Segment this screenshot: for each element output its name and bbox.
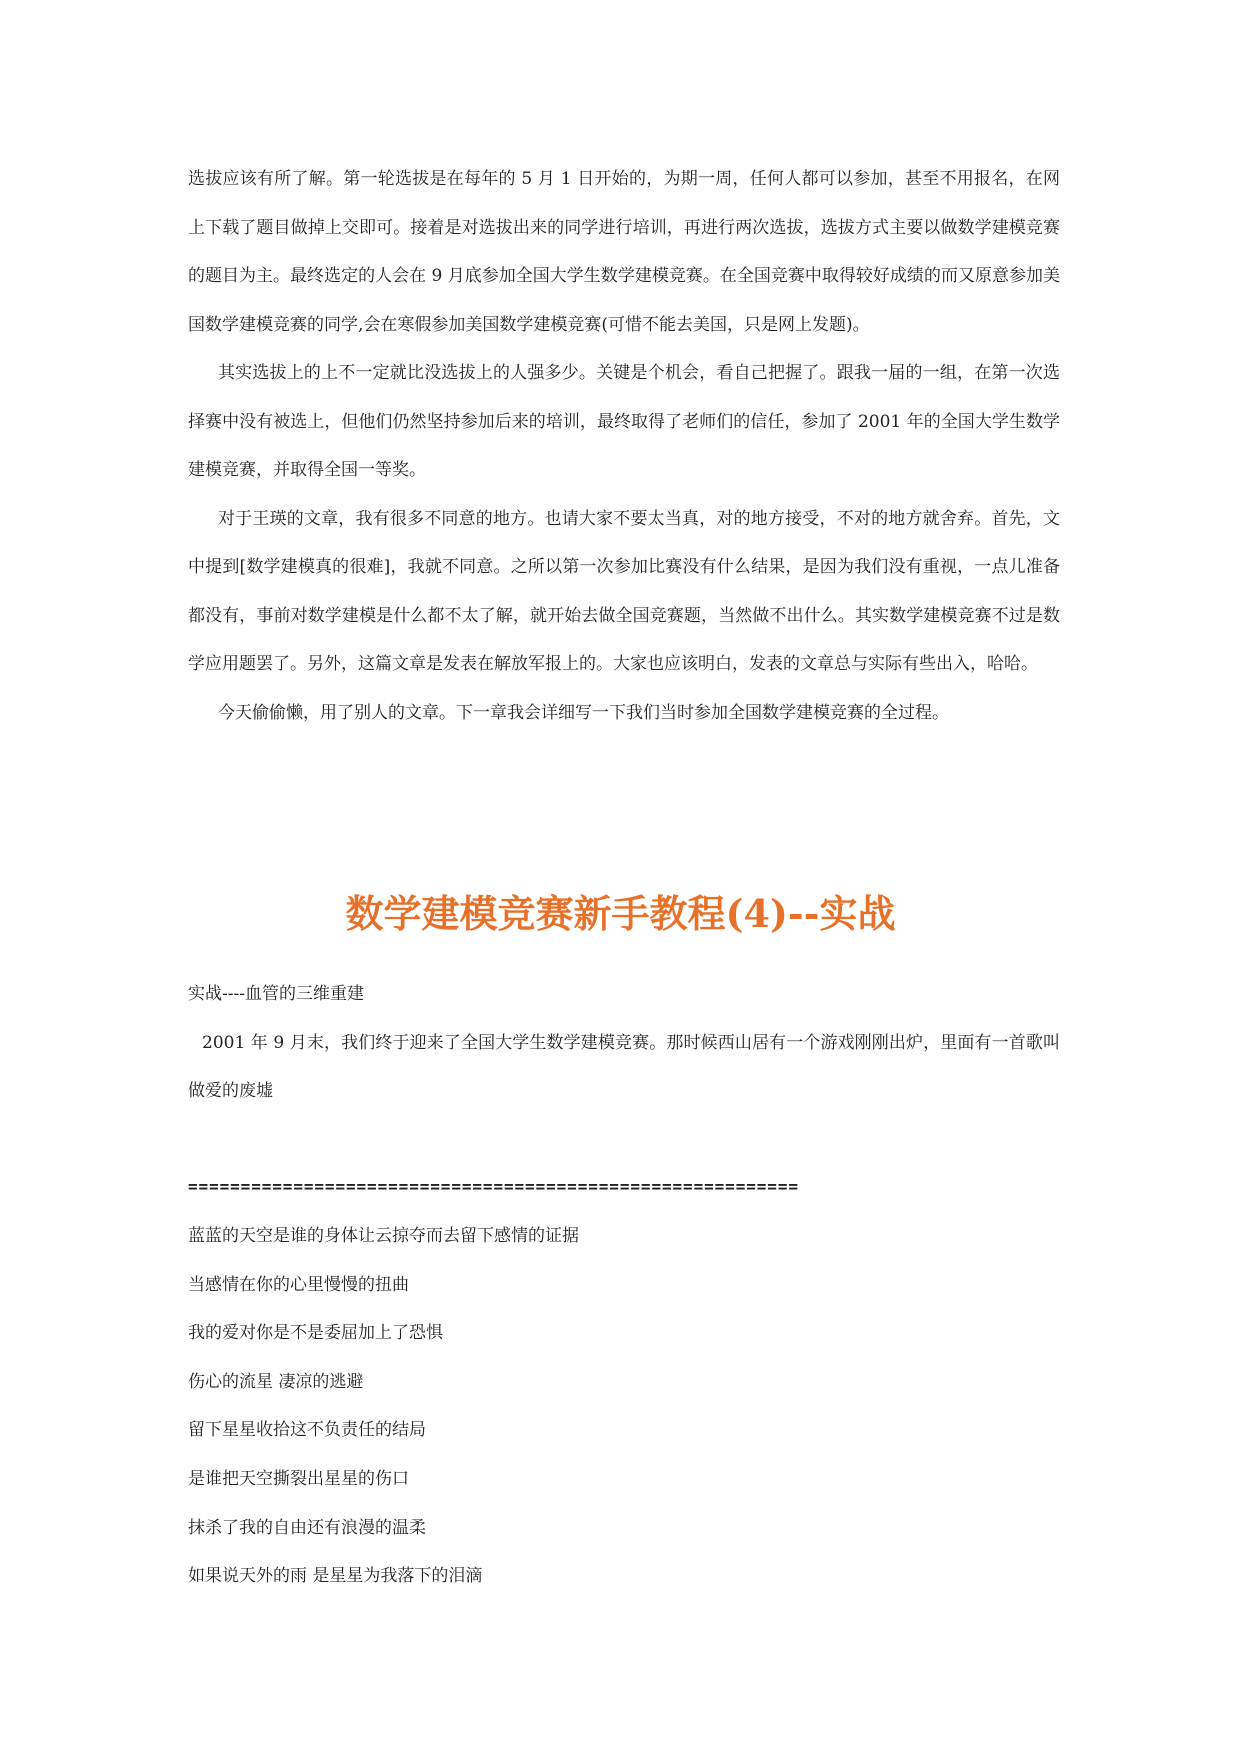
chapter-body — [188, 970, 1060, 1116]
lyric-line: 如果说天外的雨 是星星为我落下的泪滴 — [188, 1566, 483, 1587]
chapter-title: 数学建模竞赛新手教程(4)--实战 — [345, 891, 896, 936]
lyric-line: 伤心的流星 凄凉的逃避 — [188, 1371, 364, 1392]
paragraph-disagree: 对于王瑛的文章，我有很多不同意的地方。也请大家不要太当真，对的地方接受，不对的地方就舍弃。首先，文中提到[数学建模真的很难]，我就不同意。之所以第一次参加比赛没有什么结果，是因为我们没有重视，一点儿准备都没有，事前对数学建模是什么都不太了解，就开始去做全国竞赛题，当然做不出什么。其实数学建模竞赛不过是数学应用题罢了。另外，这篇文章是发表在解放军报上的。大家也应该明白，发表的文章总与实际有些出入，哈哈。 — [188, 508, 1060, 674]
lyric-line: 蓝蓝的天空是谁的身体让云掠夺而去留下感情的证据 — [188, 1226, 579, 1246]
lyric-line: 抹杀了我的自由还有浪漫的温柔 — [188, 1517, 426, 1538]
lyric-line: 是谁把天空撕裂出星星的伤口 — [188, 1468, 409, 1489]
lyric-line: 留下星星收拾这不负责任的结局 — [188, 1420, 426, 1441]
lyric-line: 当感情在你的心里慢慢的扭曲 — [188, 1274, 409, 1295]
paragraph-selection: 选拔应该有所了解。第一轮选拔是在每年的 5 月 1 日开始的，为期一周，任何人都可以参加，甚至不用报名，在网上下载了题目做掉上交即可。接着是对选拔出来的同学进行培训，再进行两次选拔，选拔方式主要以做数学建模竞赛的题目为主。最终选定的人会在 9 月底参加全国大学生数学建模竞赛。在全国竞赛中取得较好成绩的而又原意参加美国数学建模竞赛的同学,会在寒假参加美国数学建模竞赛(可惜不能去美国，只是网上发题)。 — [188, 169, 1060, 335]
lyrics-block — [188, 1212, 1060, 1601]
lyric-line: 我的爱对你是不是委屈加上了恐惧 — [188, 1323, 443, 1344]
chapter-subtitle: 实战----血管的三维重建 — [188, 984, 364, 1004]
chapter-intro: 2001 年 9 月末，我们终于迎来了全国大学生数学建模竞赛。那时候西山居有一个游戏刚刚出炉，里面有一首歌叫做爱的废墟 — [188, 1032, 1060, 1101]
article-body-top — [188, 155, 1060, 737]
separator-line: ========================================================== — [188, 1177, 799, 1196]
paragraph-selected-or-not: 其实选拔上的上不一定就比没选拔上的人强多少。关键是个机会，看自己把握了。跟我一届的一组，在第一次选择赛中没有被选上，但他们仍然坚持参加后来的培训，最终取得了老师们的信任，参加了 2001 年的全国大学生数学建模竞赛，并取得全国一等奖。 — [188, 363, 1060, 480]
paragraph-lazy-today: 今天偷偷懒，用了别人的文章。下一章我会详细写一下我们当时参加全国数学建模竞赛的全过程。 — [218, 702, 949, 723]
